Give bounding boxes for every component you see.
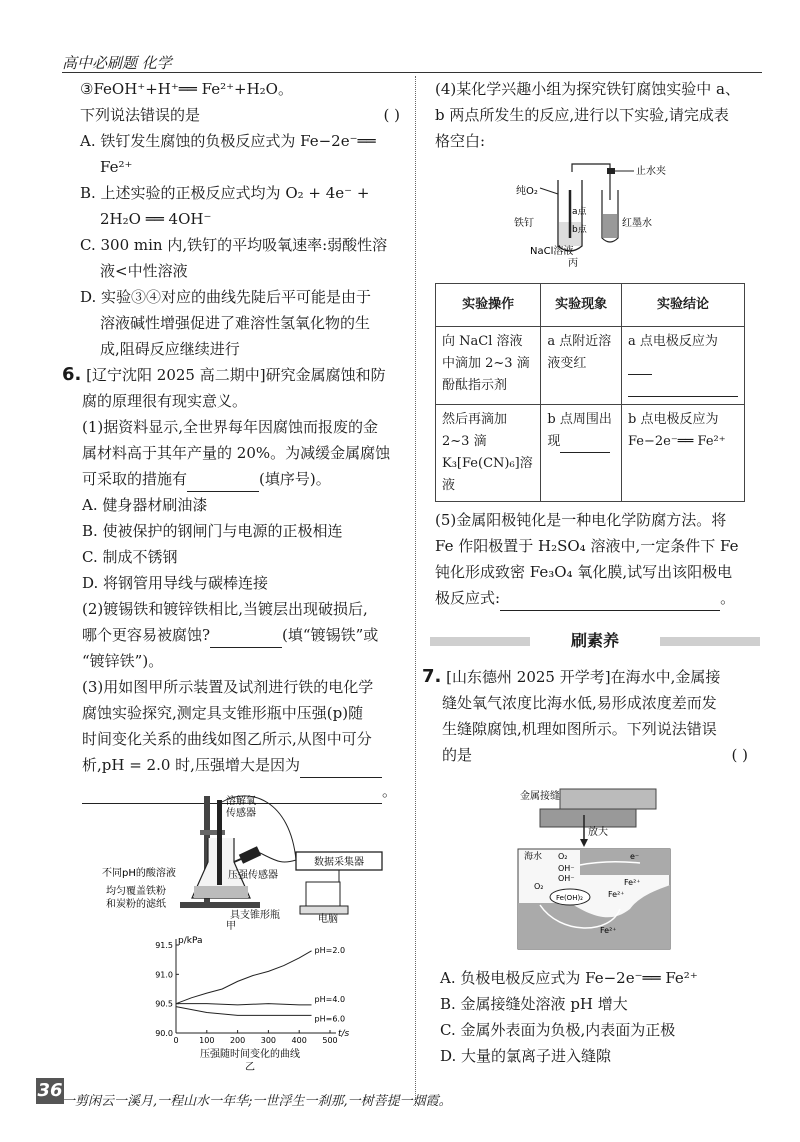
y-tick-label: 91.5 [155,941,173,950]
q6-number: 6. [62,364,82,385]
oh-label-1: OH⁻ [558,864,575,873]
stand-base [180,902,260,908]
header-rule [62,72,762,73]
chart-plot [155,936,349,1045]
o2-sensor-label-2: 传感器 [226,808,256,819]
table-cell: 然后再滴加 2~3 滴 K₃[Fe(CN)₆]溶液 [436,405,541,502]
computer-label: 电脑 [318,914,338,925]
q5r-line-c: 钝化形成致密 Fe₃O₄ 氧化膜,试写出该阳极电 [435,563,733,581]
q5-answer-paren: ( ) [383,106,400,124]
electron-label: e⁻ [630,852,640,861]
q6-stem: 腐的原理很有现实意义。 [82,392,248,410]
o2-sensor-probe [217,800,222,885]
pressure-sensor-body [239,846,261,864]
q4-line-b: b 两点所发生的反应,进行以下实验,请完成表 [435,106,729,124]
footer-motto: 一剪闲云一溪月,一程山水一年华;一世浮生一刹那,一树菩提一烟霞。 [62,1094,452,1109]
table-cell: 向 NaCl 溶液中滴加 2~3 滴酚酞指示剂 [436,327,541,405]
q6-option-d: D. 将钢管用导线与碳棒连接 [82,574,269,592]
q7-option-b: B. 金属接缝处溶液 pH 增大 [440,995,628,1013]
section-bar-left [430,637,530,646]
q6-part3-c: 时间变化关系的曲线如图乙所示,从图中可分 [82,730,372,748]
zoom-arrowhead [580,839,588,847]
table-row [436,327,745,405]
equation-3: ③FeOH⁺+H⁺══ Fe²⁺+H₂O。 [80,80,293,98]
q5r-end: 。 [720,589,736,607]
o2-sensor-label-1: 溶解氧 [226,796,256,807]
acid-solution [194,886,248,898]
y-tick-label: 90.0 [155,1029,173,1038]
r1c3-blank[interactable] [628,356,652,375]
q5-stem: 下列说法错误的是 [80,106,201,124]
q6-part1-blank[interactable] [187,473,259,492]
q4-line-c: 格空白: [435,132,486,150]
r2c3-equation: Fe−2e⁻══ Fe²⁺ [628,434,726,449]
r2c2-blank[interactable] [560,434,610,453]
q7-line-d: 的是 [442,746,473,764]
oh-label-2: OH⁻ [558,874,575,883]
table-cell [622,327,745,405]
r1c3-text: a 点电极反应为 [628,334,718,349]
table-row [436,405,745,502]
table-header-row [436,284,745,327]
q5r-blank[interactable] [500,592,720,611]
nail-label: 铁钉 [514,218,534,229]
q6-part3-blank[interactable] [300,759,382,778]
q5-option-c-cont: 液<中性溶液 [100,262,188,280]
page-number: 36 [36,1078,64,1104]
o2-inlet [540,188,558,194]
q5-option-d-cont: 溶液碱性增强促进了难溶性氢氧化物的生 [100,314,371,332]
table-header: 实验操作 [436,284,541,327]
section-title: 刷素养 [570,631,619,650]
q7-line-a: [山东德州 2025 开学考]在海水中,金属接 [446,668,721,686]
series-line [176,951,312,1004]
q6-part2-blank[interactable] [210,629,282,648]
q6-part1-a: (1)据资料显示,全世界每年因腐蚀而报废的金 [82,418,379,436]
q6-option-b: B. 使被保护的钢闸门与电源的正极相连 [82,522,343,540]
q6-part2-b: 哪个更容易被腐蚀? [82,626,211,644]
nacl-label: NaCl溶液 [530,246,574,257]
q7-option-a: A. 负极电极反应式为 Fe−2e⁻══ Fe²⁺ [440,969,698,987]
series-label: pH=6.0 [314,1014,346,1024]
right-q4 [435,76,765,154]
clip-label: 止水夹 [636,166,666,177]
fe-label-1: Fe²⁺ [624,878,641,887]
fe-label-2: Fe²⁺ [608,890,625,899]
q7-options [440,965,760,1069]
x-tick-label: 100 [199,1036,215,1045]
pressure-sensor-label: 压强传感器 [228,870,278,881]
chart-caption: 压强随时间变化的曲线 [200,1049,300,1060]
right-q7 [422,664,762,768]
q5-option-d: D. 实验③④对应的曲线先陡后平可能是由于 [80,288,372,306]
q7-number: 7. [422,666,442,687]
wire-2 [258,852,296,862]
clip-shape [607,168,615,174]
q6-part2-c: “镀锌铁”)。 [82,652,164,670]
x-tick-label: 300 [260,1036,277,1045]
crevice-corrosion-figure [500,785,680,955]
q7-option-d: D. 大量的氯离子进入缝隙 [440,1047,612,1065]
q6-part1-c-post: (填序号)。 [259,470,331,488]
page-header: 高中必刷题 化学 [62,54,172,72]
q7-option-c: C. 金属外表面为负极,内表面为正极 [440,1021,676,1039]
q5-option-b-cont: 2H₂O ══ 4OH⁻ [100,210,212,228]
q5-option-c: C. 300 min 内,铁钉的平均吸氧速率:弱酸性溶 [80,236,388,254]
acid-label: 不同pH的酸溶液 [102,868,176,879]
q5-option-a: A. 铁钉发生腐蚀的负极反应式为 Fe−2e⁻══ [80,132,376,150]
point-b-label: b点 [572,225,587,235]
pressure-chart [140,935,360,1075]
q5r-line-d: 极反应式: [435,589,501,607]
column-divider [415,76,416,1106]
o2-bottom-label: O₂ [534,882,544,891]
series-label: pH=2.0 [314,945,346,955]
q6-option-c: C. 制成不锈钢 [82,548,178,566]
o2-label: 纯O₂ [516,186,538,197]
fe-label-3: Fe²⁺ [600,926,617,935]
connecting-tube [572,164,610,200]
q6-block [62,362,410,804]
q5r-line-b: Fe 作阳极置于 H₂SO₄ 溶液中,一定条件下 Fe [435,537,739,555]
figure-jia-caption: 甲 [226,921,236,930]
series-line [176,1007,312,1016]
r2c3-text: b 点电极反应为 [628,412,719,427]
q5-option-b: B. 上述实验的正极反应式均为 O₂ + 4e⁻ + [80,184,370,202]
computer-keyboard [300,906,348,914]
table-cell: a 点附近溶液变红 [541,327,622,405]
q6-part3-a: (3)用如图甲所示装置及试剂进行铁的电化学 [82,678,374,696]
x-tick-label: 0 [173,1036,179,1045]
upper-plate [560,789,656,809]
q5-option-a-cont: Fe²⁺ [100,158,133,176]
table-header: 实验现象 [541,284,622,327]
q6-option-a: A. 健身器材刷油漆 [82,496,208,514]
right-q5 [435,507,765,611]
table-cell [622,405,745,502]
section-bar-right [660,637,760,646]
red-ink [603,214,617,238]
y-tick-label: 90.5 [155,999,173,1009]
lower-plate [540,809,636,827]
seam-label: 金属接缝 [520,791,560,802]
x-tick-label: 400 [291,1036,307,1045]
left-column [80,76,410,362]
q6-part3-b: 腐蚀实验探究,测定具支锥形瓶中压强(p)随 [82,704,364,722]
q6-part1-b: 属材料高于其年产量的 20%。为减缓金属腐蚀 [82,444,391,462]
sea-label: 海水 [524,852,543,862]
r1c3-blank2[interactable] [628,378,738,397]
red-ink-label: 红墨水 [622,218,652,229]
q7-answer-paren: ( ) [731,746,748,764]
filter-label-1: 均匀覆盖铁粉 [106,886,166,897]
collector-label: 数据采集器 [314,857,364,868]
r2c2-text: b 点周围出现 [547,412,612,449]
x-tick-label: 500 [322,1036,338,1045]
q5-option-d-cont2: 成,阻碍反应继续进行 [100,340,240,358]
zoom-label: 放大 [588,827,608,838]
x-axis-label: t/s [338,1029,350,1039]
q6-part2-b-post: (填“镀锡铁”或 [282,626,379,644]
nail-apparatus-figure [510,160,710,270]
figure-bing-caption: 丙 [568,258,578,269]
table-header: 实验结论 [622,284,745,327]
q5r-line-a: (5)金属阳极钝化是一种电化学防腐方法。将 [435,511,727,529]
o2-top-label: O₂ [558,852,568,861]
apparatus-figure [100,790,410,930]
q6-part2-a: (2)镀锡铁和镀锌铁相比,当镀层出现破损后, [82,600,368,618]
q7-line-c: 生缝隙腐蚀,机理如图所示。下列说法错误 [442,720,717,738]
section-header [430,628,760,654]
flask-label: 具支锥形瓶 [230,910,280,921]
q6-part3-d: 析,pH = 2.0 时,压强增大是因为 [82,756,300,774]
filter-label-2: 和炭粉的滤纸 [106,899,166,910]
experiment-table [435,283,745,502]
y-tick-label: 91.0 [155,970,173,980]
q6-part1-c: 可采取的措施有 [82,470,188,488]
q6-part3-end: 。 [382,782,398,800]
y-axis-label: p/kPa [178,936,203,946]
q7-line-b: 缝处氧气浓度比海水低,易形成浓度差而发 [442,694,717,712]
q4-line-a: (4)某化学兴趣小组为探究铁钉腐蚀实验中 a、 [435,80,740,98]
point-a-label: a点 [572,207,587,217]
feoh-label: Fe(OH)₂ [556,894,583,902]
x-tick-label: 200 [229,1036,246,1045]
computer-monitor [306,882,340,906]
q6-source: [辽宁沈阳 2025 高二期中]研究金属腐蚀和防 [86,366,386,384]
series-line [176,1004,312,1005]
series-label: pH=4.0 [314,994,346,1004]
table-cell [541,405,622,502]
chart-subcaption: 乙 [245,1062,255,1073]
